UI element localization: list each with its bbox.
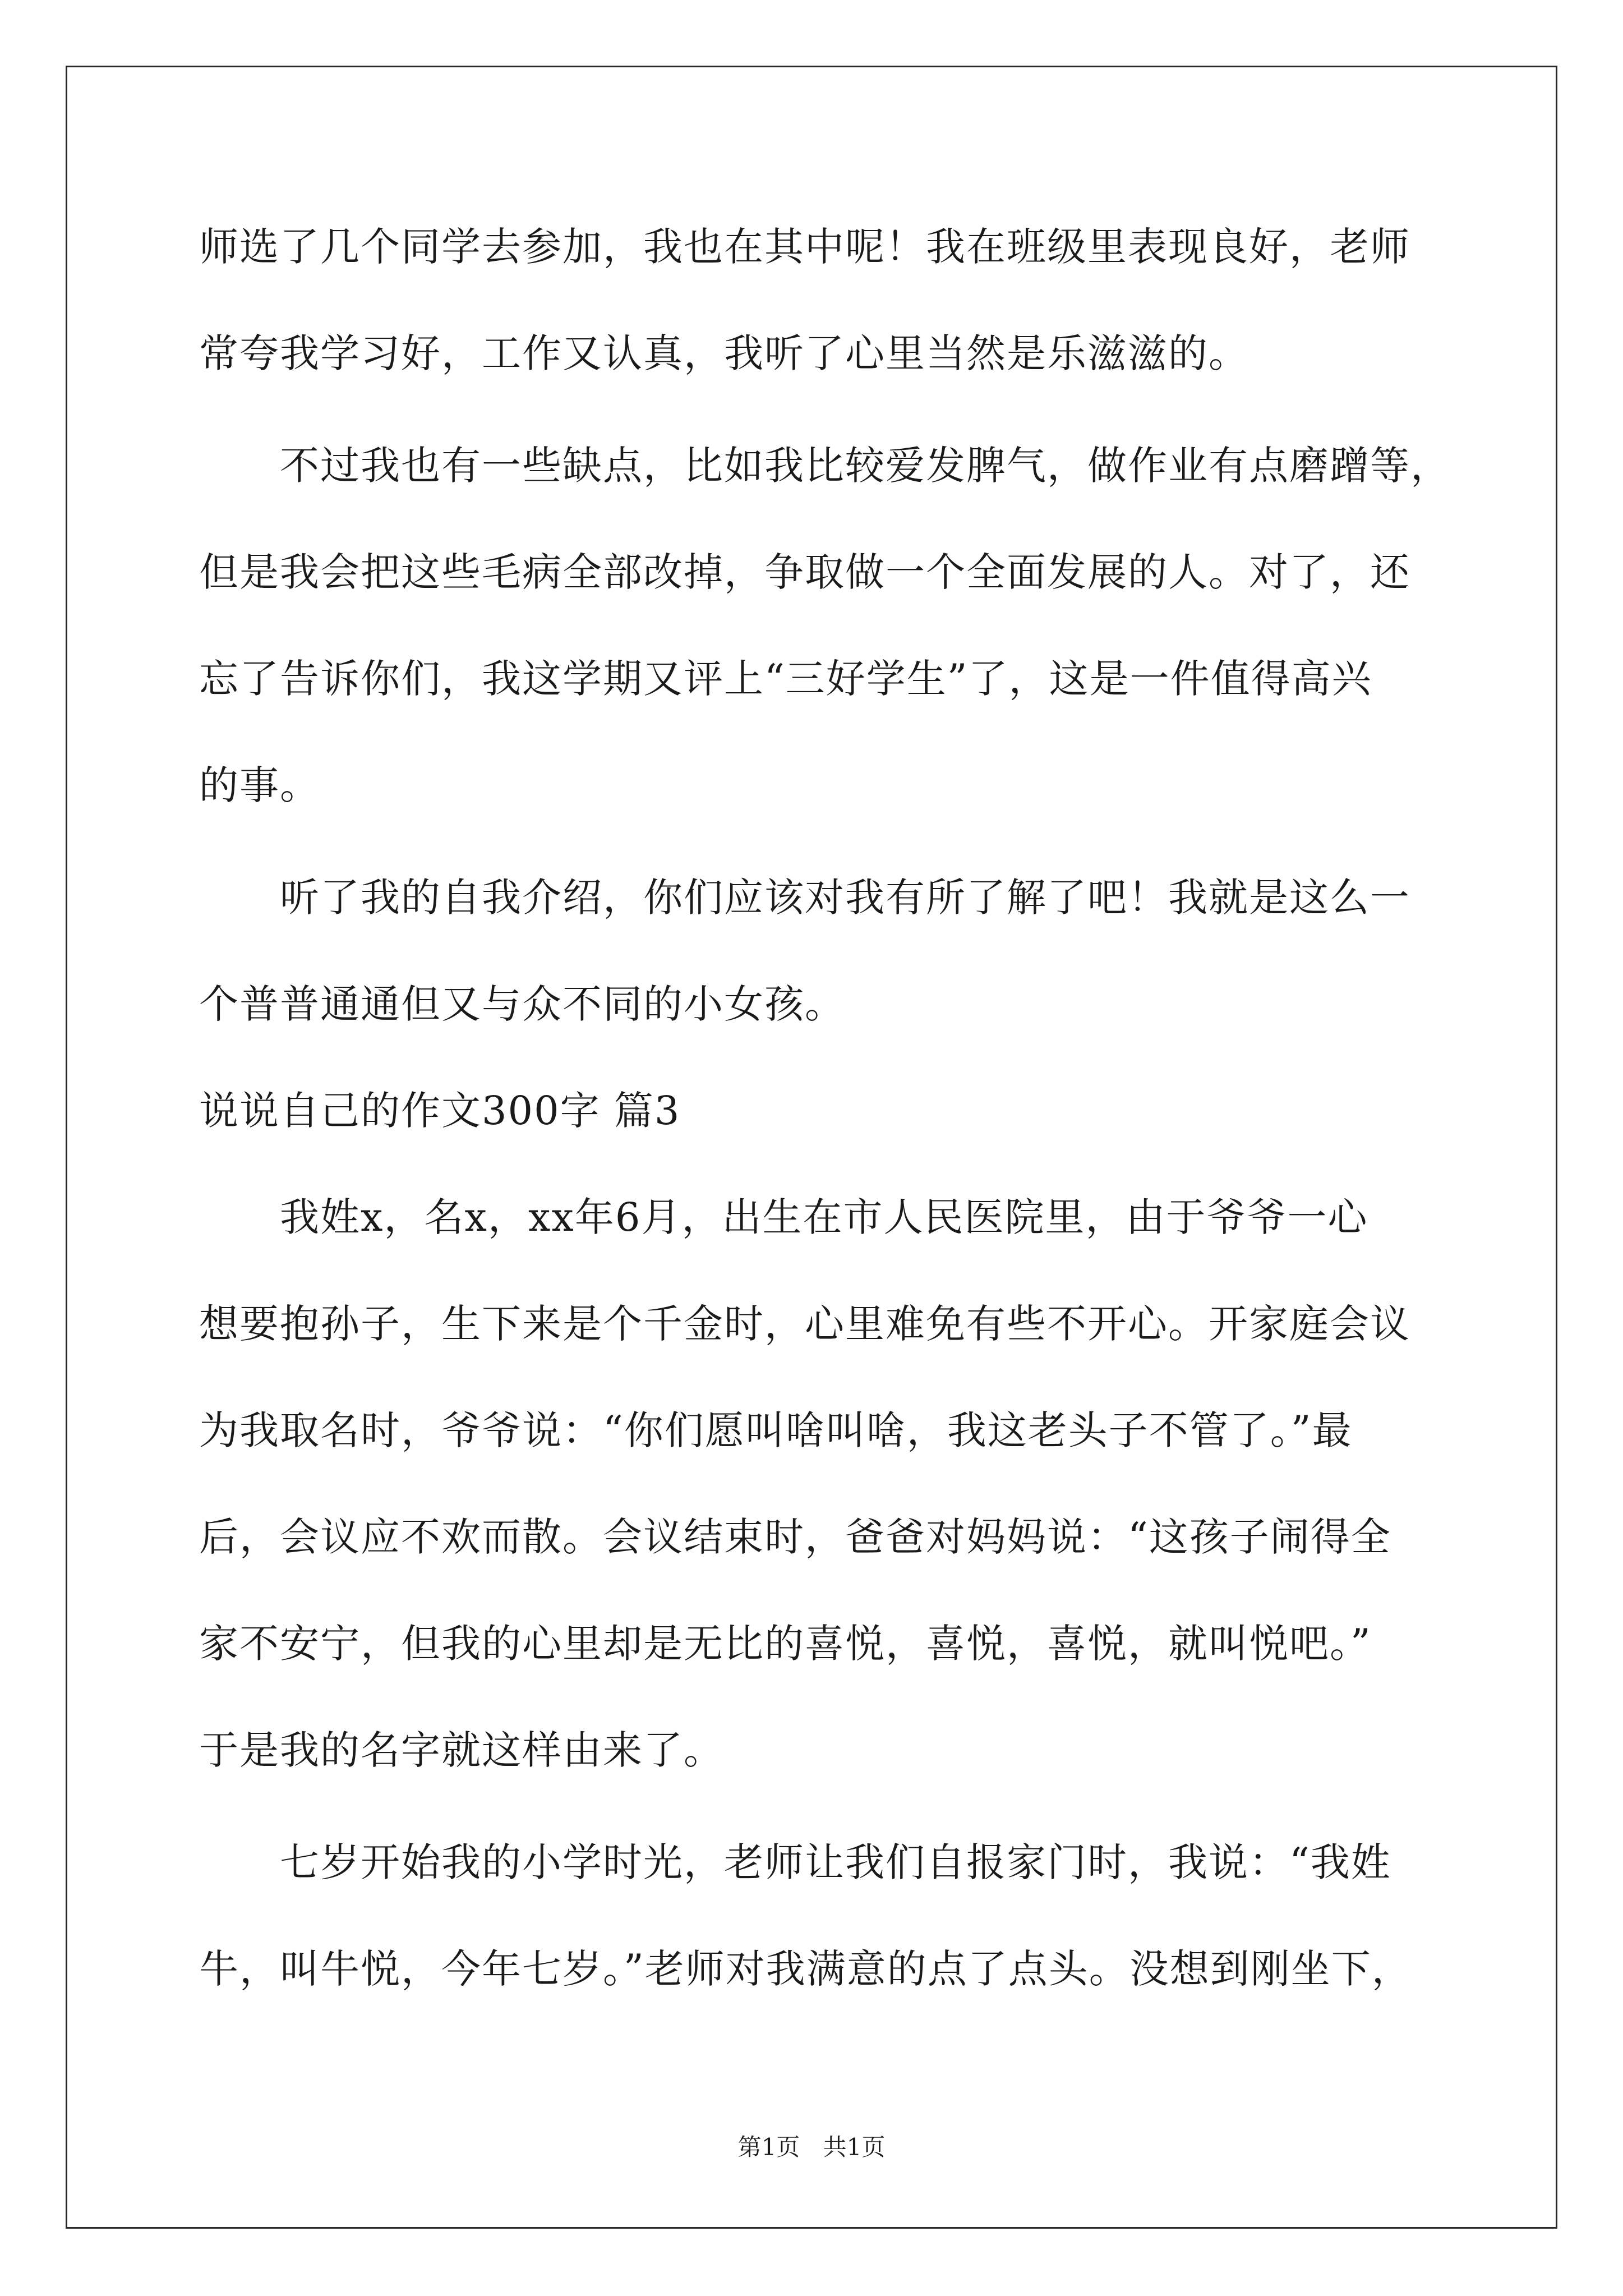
text-line: 为我取名时，爷爷说：“你们愿叫啥叫啥，我这老头子不管了。”最 xyxy=(199,1407,1353,1453)
text-line: 想要抱孙子，生下来是个千金时，心里难免有些不开心。开家庭会议 xyxy=(199,1301,1410,1347)
text-line: 后，会议应不欢而散。会议结束时，爸爸对妈妈说：“这孩子闹得全 xyxy=(199,1514,1391,1560)
section-heading: 说说自己的作文300字 篇3 xyxy=(199,1088,681,1134)
text-line: 但是我会把这些毛病全部改掉，争取做一个全面发展的人。对了，还 xyxy=(199,549,1410,595)
text-line: 师选了几个同学去参加，我也在其中呢！我在班级里表现良好，老师 xyxy=(199,224,1410,270)
text-line: 常夸我学习好，工作又认真，我听了心里当然是乐滋滋的。 xyxy=(199,330,1249,376)
text-line: 听了我的自我介绍，你们应该对我有所了解了吧！我就是这么一 xyxy=(199,875,1410,921)
text-line: 于是我的名字就这样由来了。 xyxy=(199,1727,724,1773)
page-border xyxy=(66,66,1557,2229)
text-line: 个普普通通但又与众不同的小女孩。 xyxy=(199,981,845,1027)
text-line: 七岁开始我的小学时光，老师让我们自报家门时，我说：“我姓 xyxy=(199,1839,1391,1885)
page-footer xyxy=(0,2131,1623,2164)
text-line: 的事。 xyxy=(199,762,320,808)
text-line: 我姓x，名x，xx年6月，出生在市人民医院里，由于爷爷一心 xyxy=(199,1194,1368,1240)
page-total: 共1页 xyxy=(823,2133,886,2161)
text-line: 不过我也有一些缺点，比如我比较爱发脾气，做作业有点磨蹭等， xyxy=(199,443,1451,489)
text-line: 忘了告诉你们，我这学期又评上“三好学生”了，这是一件值得高兴 xyxy=(199,656,1372,702)
text-line: 牛，叫牛悦，今年七岁。”老师对我满意的点了点头。没想到刚坐下， xyxy=(199,1946,1412,1992)
page-number: 第1页 xyxy=(737,2133,800,2161)
text-line: 家不安宁，但我的心里却是无比的喜悦，喜悦，喜悦，就叫悦吧。” xyxy=(199,1621,1372,1667)
